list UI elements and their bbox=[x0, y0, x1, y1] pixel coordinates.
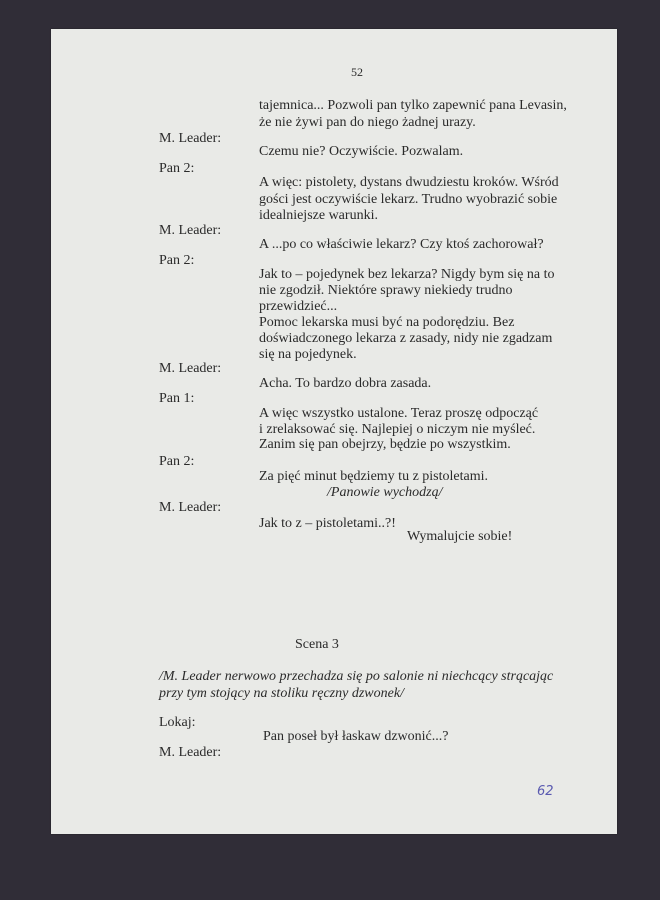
handwritten-page-number: 62 bbox=[537, 784, 554, 799]
dialogue-line: gości jest oczywiście lekarz. Trudno wyobrazić sobie bbox=[259, 192, 558, 207]
speaker-label: Lokaj: bbox=[159, 715, 196, 730]
stage-direction: /M. Leader nerwowo przechadza się po salonie ni niechcący strącając bbox=[159, 669, 554, 684]
speaker-label: Pan 2: bbox=[159, 454, 195, 469]
speaker-label: M. Leader: bbox=[159, 745, 222, 760]
speaker-label: M. Leader: bbox=[159, 500, 222, 515]
page-number: 52 bbox=[351, 65, 363, 79]
dialogue-line: Pomoc lekarska musi być na podorędziu. Bez bbox=[259, 315, 515, 330]
dialogue-line: nie zgodził. Niektóre sprawy niekiedy trudno bbox=[259, 283, 513, 298]
dialogue-line: Czemu nie? Oczywiście. Pozwalam. bbox=[259, 144, 464, 159]
speaker-label: M. Leader: bbox=[159, 131, 222, 146]
dialogue-line: i zrelaksować się. Najlepiej o niczym nie myśleć. bbox=[259, 422, 536, 437]
scene-title: Scena 3 bbox=[295, 637, 339, 652]
dialogue-line: Jak to z – pistoletami..?! bbox=[259, 516, 396, 531]
dialogue-line: Pan poseł był łaskaw dzwonić...? bbox=[263, 729, 449, 744]
dialogue-line: przewidzieć... bbox=[259, 299, 338, 314]
dialogue-line: tajemnica... Pozwoli pan tylko zapewnić pana Levasin, bbox=[259, 98, 567, 113]
dialogue-line: A więc wszystko ustalone. Teraz proszę odpocząć bbox=[259, 406, 539, 421]
dialogue-line: A więc: pistolety, dystans dwudziestu kroków. Wśród bbox=[259, 175, 559, 190]
dialogue-line: Jak to – pojedynek bez lekarza? Nigdy bym się na to bbox=[259, 267, 555, 282]
dialogue-line: Za pięć minut będziemy tu z pistoletami. bbox=[259, 469, 488, 484]
dialogue-line: idealniejsze warunki. bbox=[259, 208, 378, 223]
dialogue-line: A ...po co właściwie lekarz? Czy ktoś zachorował? bbox=[259, 237, 544, 252]
dialogue-line: Wymalujcie sobie! bbox=[407, 529, 513, 544]
stage-direction: przy tym stojący na stoliku ręczny dzwonek/ bbox=[159, 686, 404, 701]
document-page bbox=[51, 29, 617, 834]
stage-direction: /Panowie wychodzą/ bbox=[327, 485, 443, 500]
speaker-label: M. Leader: bbox=[159, 361, 222, 376]
speaker-label: Pan 2: bbox=[159, 253, 195, 268]
speaker-label: Pan 2: bbox=[159, 161, 195, 176]
speaker-label: M. Leader: bbox=[159, 223, 222, 238]
dialogue-line: Acha. To bardzo dobra zasada. bbox=[259, 376, 432, 391]
dialogue-line: że nie żywi pan do niego żadnej urazy. bbox=[259, 115, 476, 130]
dialogue-line: Zanim się pan obejrzy, będzie po wszystkim. bbox=[259, 437, 511, 452]
speaker-label: Pan 1: bbox=[159, 391, 195, 406]
dialogue-line: się na pojedynek. bbox=[259, 347, 357, 362]
dialogue-line: doświadczonego lekarza z zasady, nidy nie zgadzam bbox=[259, 331, 553, 346]
